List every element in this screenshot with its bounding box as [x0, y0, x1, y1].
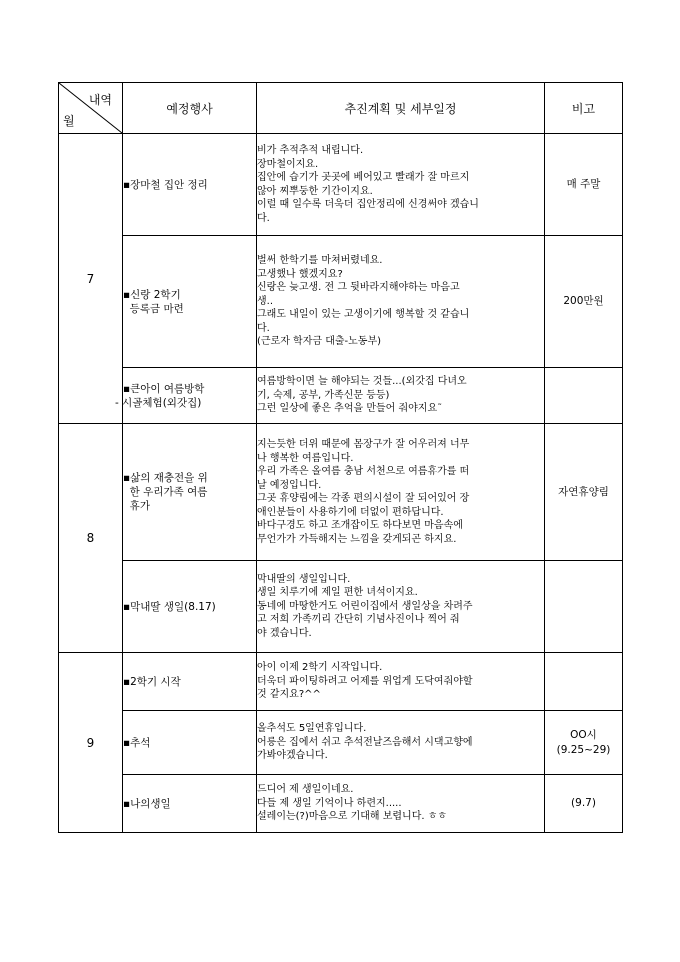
table-row: [59, 134, 623, 236]
detail-line: 바다구경도 하고 조개잡이도 하다보면 마음속에: [257, 520, 463, 531]
corner-label-top: 내역: [88, 93, 112, 107]
table-row: [59, 775, 623, 833]
table-row: [59, 711, 623, 775]
detail-line: 무언가가 가득해지는 느낌을 갖게되곤 하지요.: [257, 533, 457, 545]
detail-cell: [257, 236, 545, 368]
event-line: 한 우리가족 여름: [123, 486, 208, 498]
event-cell: [123, 711, 257, 775]
detail-line: 그런 일상에 좋은 추억을 만들어 줘야지요˜: [257, 403, 443, 415]
note-cell: [545, 368, 623, 424]
note-cell: [545, 134, 623, 236]
detail-line: 장마철이지요.: [257, 158, 319, 170]
detail-line: 벌써 한학기를 마쳐버렸네요.: [257, 255, 383, 267]
detail-line: 가봐야겠습니다.: [257, 750, 328, 762]
detail-cell: [257, 134, 545, 236]
event-line: ▪큰아이 여름방학: [123, 382, 205, 395]
event-line: ▪막내딸 생일(8.17): [123, 600, 216, 613]
header-event: 예정행사: [123, 83, 257, 134]
note-line: 200만원: [563, 295, 604, 307]
event-line: ▪신랑 2학기: [123, 288, 181, 301]
event-line: 휴가: [123, 500, 150, 512]
event-line: - 시골체험(외갓집): [115, 396, 202, 409]
event-cell: [123, 236, 257, 368]
detail-line: 막내딸의 생일입니다.: [257, 573, 351, 585]
event-cell: [123, 653, 257, 711]
detail-line: 올추석도 5일연휴입니다.: [257, 723, 367, 735]
note-cell: [545, 236, 623, 368]
event-cell: [123, 775, 257, 833]
note-line: 매 주말: [566, 178, 601, 190]
event-line: ▪장마철 집안 정리: [123, 178, 208, 191]
table-row: [59, 424, 623, 561]
event-cell: [123, 134, 257, 236]
detail-line: (근로자 학자금 대출-노동부): [257, 336, 382, 348]
detail-line: 기, 숙제, 공부, 가족신문 등등): [257, 389, 390, 401]
detail-line: 드디어 제 생일이네요.: [257, 784, 354, 796]
detail-line: 것 같지요?^^: [257, 689, 321, 701]
detail-line: 동네에 마땅한거도 어린이집에서 생일상을 차려주: [257, 600, 473, 612]
detail-cell: [257, 775, 545, 833]
detail-cell: [257, 368, 545, 424]
detail-cell: [257, 561, 545, 653]
detail-line: 다들 제 생일 기억이나 하련지.....: [257, 797, 402, 809]
month-cell: 9: [59, 653, 123, 833]
detail-cell: [257, 711, 545, 775]
note-line: OO시: [570, 728, 597, 741]
detail-line: 어릉은 집에서 쉬고 추석전날즈음해서 시댁고향에: [257, 736, 473, 748]
header-note: 비고: [545, 83, 623, 134]
table-row: [59, 368, 623, 424]
detail-line: 애인분들이 사용하기에 더없이 편하답니다.: [257, 506, 444, 518]
event-cell: [123, 561, 257, 653]
event-line: ▪나의생일: [123, 797, 171, 810]
detail-line: 비가 추적추적 내립니다.: [257, 145, 364, 156]
detail-cell: [257, 653, 545, 711]
corner-label-bottom: 월: [63, 114, 75, 128]
note-line: (9.7): [571, 797, 596, 809]
detail-line: 설레이는(?)마음으로 기대해 보렵니다. ㅎㅎ: [257, 811, 448, 823]
detail-line: 다.: [257, 322, 270, 334]
detail-line: 야 겠습니다.: [257, 627, 312, 639]
detail-line: 나 행복한 여름입니다.: [257, 452, 354, 464]
detail-line: 여름방학이면 늘 해야되는 것들...(외갓집 다녀오: [257, 376, 467, 388]
note-line: 자연휴양림: [558, 485, 609, 498]
note-cell: [545, 711, 623, 775]
detail-line: 더욱더 파이팅하려고 어제를 위업게 도닥여줘야할: [257, 675, 473, 687]
month-cell: 8: [59, 424, 123, 653]
detail-line: 우리 가족은 올여름 충남 서천으로 여름휴가를 떠: [257, 466, 470, 477]
detail-line: 이럴 때 일수록 더욱더 집안정리에 신경써야 겠습니: [257, 199, 479, 210]
detail-line: 않아 찌뿌둥한 기간이지요.: [257, 185, 373, 197]
detail-line: 고 저희 가족끼리 간단히 기념사진이나 찍어 줘: [257, 614, 460, 626]
header-detail: 추진계획 및 세부일정: [257, 83, 545, 134]
event-line: 등록금 마련: [123, 302, 184, 315]
detail-line: 고생했나 했겠지요?: [257, 268, 343, 280]
detail-line: 날 예정입니다.: [257, 479, 322, 491]
table-row: [59, 236, 623, 368]
detail-line: 생일 치루기에 제일 편한 녀석이지요.: [257, 587, 418, 599]
month-cell: 7: [59, 134, 123, 424]
note-cell: [545, 653, 623, 711]
table-row: [59, 653, 623, 711]
header-row: [59, 83, 623, 134]
event-line: ▪삶의 재충전을 위: [123, 472, 208, 484]
detail-line: 다.: [257, 212, 270, 224]
note-line: (9.25~29): [556, 743, 611, 756]
detail-line: 지는듯한 더위 때문에 몸장구가 잘 어우러져 너무: [257, 439, 470, 450]
detail-cell: [257, 424, 545, 561]
detail-line: 아이 이제 2학기 시작입니다.: [257, 662, 383, 674]
schedule-table: [58, 82, 623, 833]
note-cell: [545, 775, 623, 833]
corner-header-cell: [59, 83, 123, 134]
event-line: ▪2학기 시작: [123, 675, 181, 688]
detail-line: 신랑은 늦고생. 전 그 뒷바라지해야하는 마음고: [257, 282, 460, 294]
event-cell: [123, 424, 257, 561]
table-row: [59, 561, 623, 653]
note-cell: [545, 561, 623, 653]
note-cell: [545, 424, 623, 561]
detail-line: 그곳 휴양림에는 각종 편의시설이 잘 되어있어 장: [257, 493, 470, 504]
detail-line: 집안에 습기가 곳곳에 베어있고 빨래가 잘 마르지: [257, 172, 470, 183]
detail-line: 그래도 내일이 있는 고생이기에 행복할 것 같습니: [257, 309, 470, 321]
detail-line: 생..: [257, 295, 274, 307]
event-line: ▪추석: [123, 736, 151, 749]
event-cell: [115, 368, 257, 424]
